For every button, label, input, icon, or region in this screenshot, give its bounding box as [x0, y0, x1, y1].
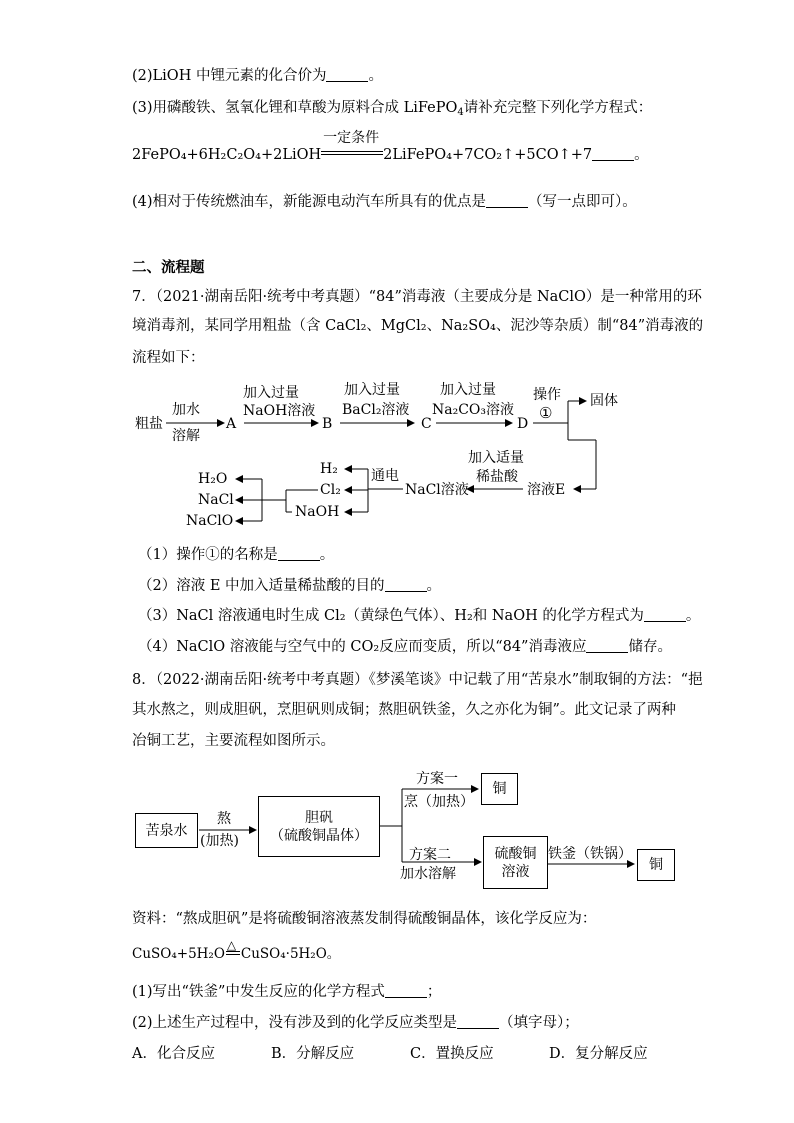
step3-top: 加入过量 — [344, 382, 400, 398]
step-ao: 熬 — [217, 811, 231, 827]
node-cuyan: 粗盐 — [135, 416, 163, 432]
product-naoh: NaOH — [295, 504, 340, 520]
heating-condition — [225, 938, 241, 964]
step1-top: 加水 — [172, 402, 200, 418]
q6-equation: 2FePO₄+6H₂C₂O₄+2LiOH 一定条件 2LiFePO₄+7CO₂↑+5CO↑+7 。 — [132, 130, 649, 163]
q8-ziliao: 资料：“熬成胆矾”是将硫酸铜溶液蒸发制得硫酸铜晶体，该化学反应为： — [132, 911, 597, 927]
box-danfan: 胆矾 （硫酸铜晶体） — [258, 796, 380, 857]
reaction-condition: 一定条件 — [323, 130, 380, 146]
product-cl2: Cl₂ — [320, 482, 341, 498]
node-guti: 固体 — [590, 393, 618, 409]
q7-intro-line1: 7．（2021·湖南岳阳·统考中考真题）“84”消毒液（主要成分是 NaClO）是一种常用的环 — [132, 289, 702, 305]
q6-part3: (3)用磷酸铁、氢氧化锂和草酸为原料合成 LiFePO$_4$请补充完整下列化学方程式： — [132, 100, 653, 118]
q6-part2: (2)LiOH 中锂元素的化合价为 。 — [132, 68, 383, 84]
box-cuso4-solution: 硫酸铜 溶液 — [483, 836, 548, 889]
q7-question1: （1）操作①的名称是 。 — [138, 547, 335, 563]
operation-number: ① — [539, 404, 553, 422]
box-tong2: 铜 — [637, 849, 675, 881]
q8-question2: (2)上述生产过程中，没有涉及到的化学反应类型是 （填字母）； — [132, 1015, 579, 1031]
q7-question3: （3）NaCl 溶液通电时生成 Cl₂（黄绿色气体）、H₂和 NaOH 的化学方程式为 。 — [138, 608, 701, 624]
operation-label: 操作 — [533, 387, 561, 403]
step4-bottom: Na₂CO₃溶液 — [432, 402, 515, 418]
q7-intro-line2: 境消毒剂，某同学用粗盐（含 CaCl₂、MgCl₂、Na₂SO₄、泥沙等杂质）制“84”消毒液的 — [132, 318, 704, 334]
q8-question1: (1)写出“铁釜”中发生反应的化学方程式 ； — [132, 984, 442, 1000]
plan1-sub: 烹（加热） — [404, 794, 474, 810]
node-solution-E: 溶液E — [527, 482, 566, 498]
option-B[interactable]: B．分解反应 — [271, 1046, 355, 1062]
section-title: 二、流程题 — [132, 259, 205, 276]
answer-blank[interactable] — [385, 983, 427, 998]
q7-intro-line3: 流程如下： — [132, 350, 205, 366]
option-A[interactable]: A．化合反应 — [132, 1046, 215, 1062]
step2-top: 加入过量 — [243, 385, 299, 401]
node-D: D — [517, 416, 529, 432]
node-C: C — [421, 416, 432, 432]
node-nacl-solution: NaCl溶液 — [405, 482, 469, 498]
box-kuquan: 苦泉水 — [135, 813, 198, 848]
plan2-sub: 加水溶解 — [400, 866, 456, 882]
q8-intro-line3: 冶铜工艺，主要流程如图所示。 — [132, 733, 335, 749]
step1-bottom: 溶解 — [172, 428, 200, 444]
final-naclo: NaClO — [186, 513, 234, 529]
step5-bottom: 稀盐酸 — [476, 469, 518, 485]
option-C[interactable]: C．置换反应 — [410, 1046, 494, 1062]
step-tiefu: 铁釜（铁锅） — [548, 846, 632, 862]
electrolysis-label: 通电 — [371, 468, 399, 484]
node-A: A — [226, 416, 237, 432]
step4-top: 加入过量 — [440, 382, 496, 398]
q7-question2: （2）溶液 E 中加入适量稀盐酸的目的 。 — [138, 578, 442, 594]
answer-blank[interactable] — [457, 1014, 499, 1029]
heat-triangle-icon: △ — [226, 938, 237, 952]
plan2-label: 方案二 — [409, 847, 451, 863]
q6-part4: (4)相对于传统燃油车，新能源电动汽车所具有的优点是 （写一点即可）。 — [132, 194, 637, 210]
box-tong1: 铜 — [481, 773, 518, 805]
product-h2: H₂ — [320, 461, 338, 477]
step5-top: 加入适量 — [468, 450, 524, 466]
q8-intro-line2: 其水熬之，则成胆矾，烹胆矾则成铜；熬胆矾铁釜，久之亦化为铜”。此文记录了两种 — [132, 702, 676, 718]
step-ao-sub: (加热) — [200, 833, 239, 849]
step2-bottom: NaOH溶液 — [243, 403, 316, 419]
final-nacl: NaCl — [198, 492, 234, 508]
final-h2o: H₂O — [198, 471, 228, 487]
q8-intro-line1: 8．（2022·湖南岳阳·统考中考真题）《梦溪笔谈》中记载了用“苦泉水”制取铜的方法：“挹 — [132, 672, 703, 688]
node-B: B — [322, 416, 333, 432]
step3-bottom: BaCl₂溶液 — [342, 402, 410, 418]
q8-equation: CuSO₄+5H₂O △ CuSO₄·5H₂O。 — [132, 944, 340, 964]
option-D[interactable]: D．复分解反应 — [549, 1046, 648, 1062]
plan1-label: 方案一 — [416, 771, 458, 787]
q7-question4: （4）NaClO 溶液能与空气中的 CO₂反应而变质，所以“84”消毒液应 储存。 — [138, 639, 672, 655]
